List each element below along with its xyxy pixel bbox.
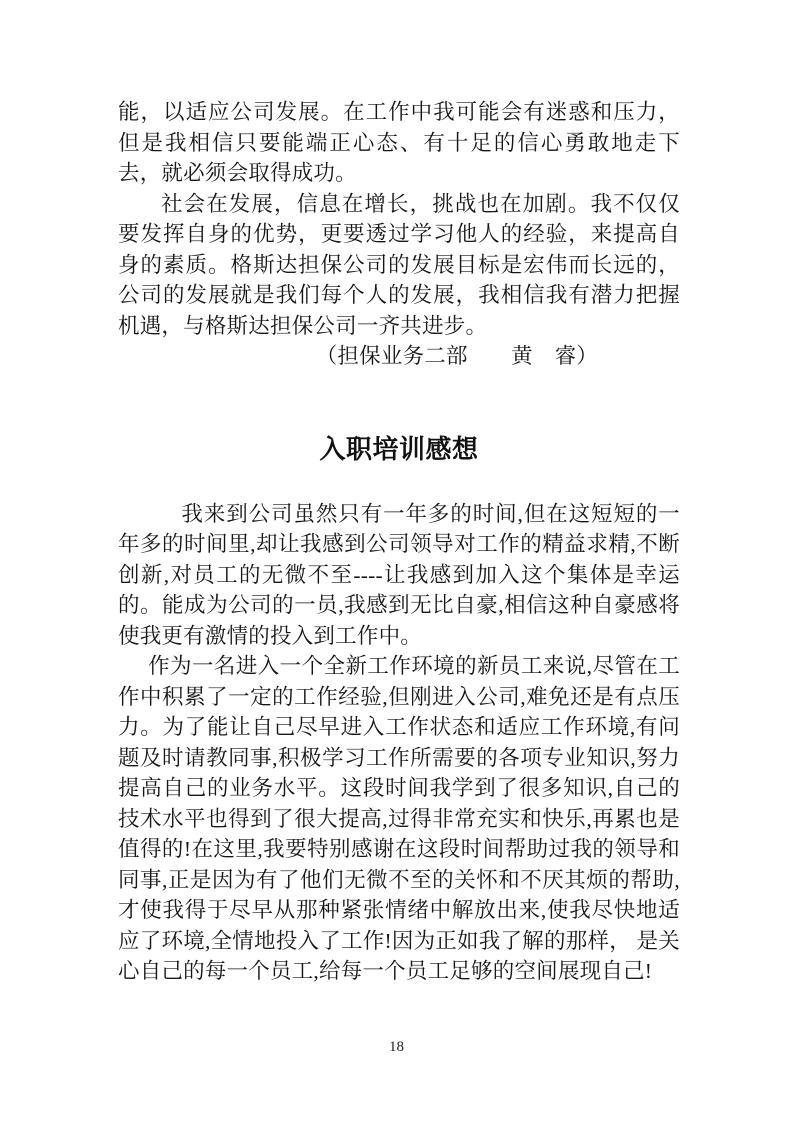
section-title: 入职培训感想 [319,433,479,464]
signature-line: （担保业务二部 黄 睿） [315,344,598,368]
body-paragraph: 作为一名进入一个全新工作环境的新员工来说,尽管在工作中积累了一定的工作经验,但刚进入公司,难免还是有点压力。为了能让自己尽早进入工作状态和适应工作环境,有问题及时请教同事,积极学习工作所需要的各项专业知识,努力提高自己的业务水平。这段时间我学到了很多知识,自己的技术水平也得到了很大提高,过得非常充实和快乐,再累也是值得的!在这里,我要特别感谢在这段时间帮助过我的领导和同事,正是因为有了他们无微不至的关怀和不厌其烦的帮助,才使我得于尽早从那种紧张情绪中解放出来,使我尽快地适应了环境,全情地投入了工作!因为正如我了解的那样， 是关心自己的每一个员工,给每一个员工足够的空间展现自己! [118,654,680,984]
text-content-area [118,97,680,987]
body-paragraph: 我来到公司虽然只有一年多的时间,但在这短短的一年多的时间里,却让我感到公司领导对工作的精益求精,不断创新,对员工的无微不至----让我感到加入这个集体是幸运的。能成为公司的一员,我感到无比自豪,相信这种自豪感将使我更有激情的投入到工作中。 [118,501,680,648]
continuation-paragraph: 能，以适应公司发展。在工作中我可能会有迷惑和压力，但是我相信只要能端正心态、有十足的信心勇敢地走下去，就必须会取得成功。 [118,100,680,185]
body-paragraph: 社会在发展，信息在增长，挑战也在加剧。我不仅仅要发挥自身的优势，更要透过学习他人的经验，来提高自身的素质。格斯达担保公司的发展目标是宏伟而长远的，公司的发展就是我们每个人的发展，我相信我有潜力把握机遇，与格斯达担保公司一齐共进步。 [118,191,680,338]
page-number: 18 [389,1039,404,1055]
